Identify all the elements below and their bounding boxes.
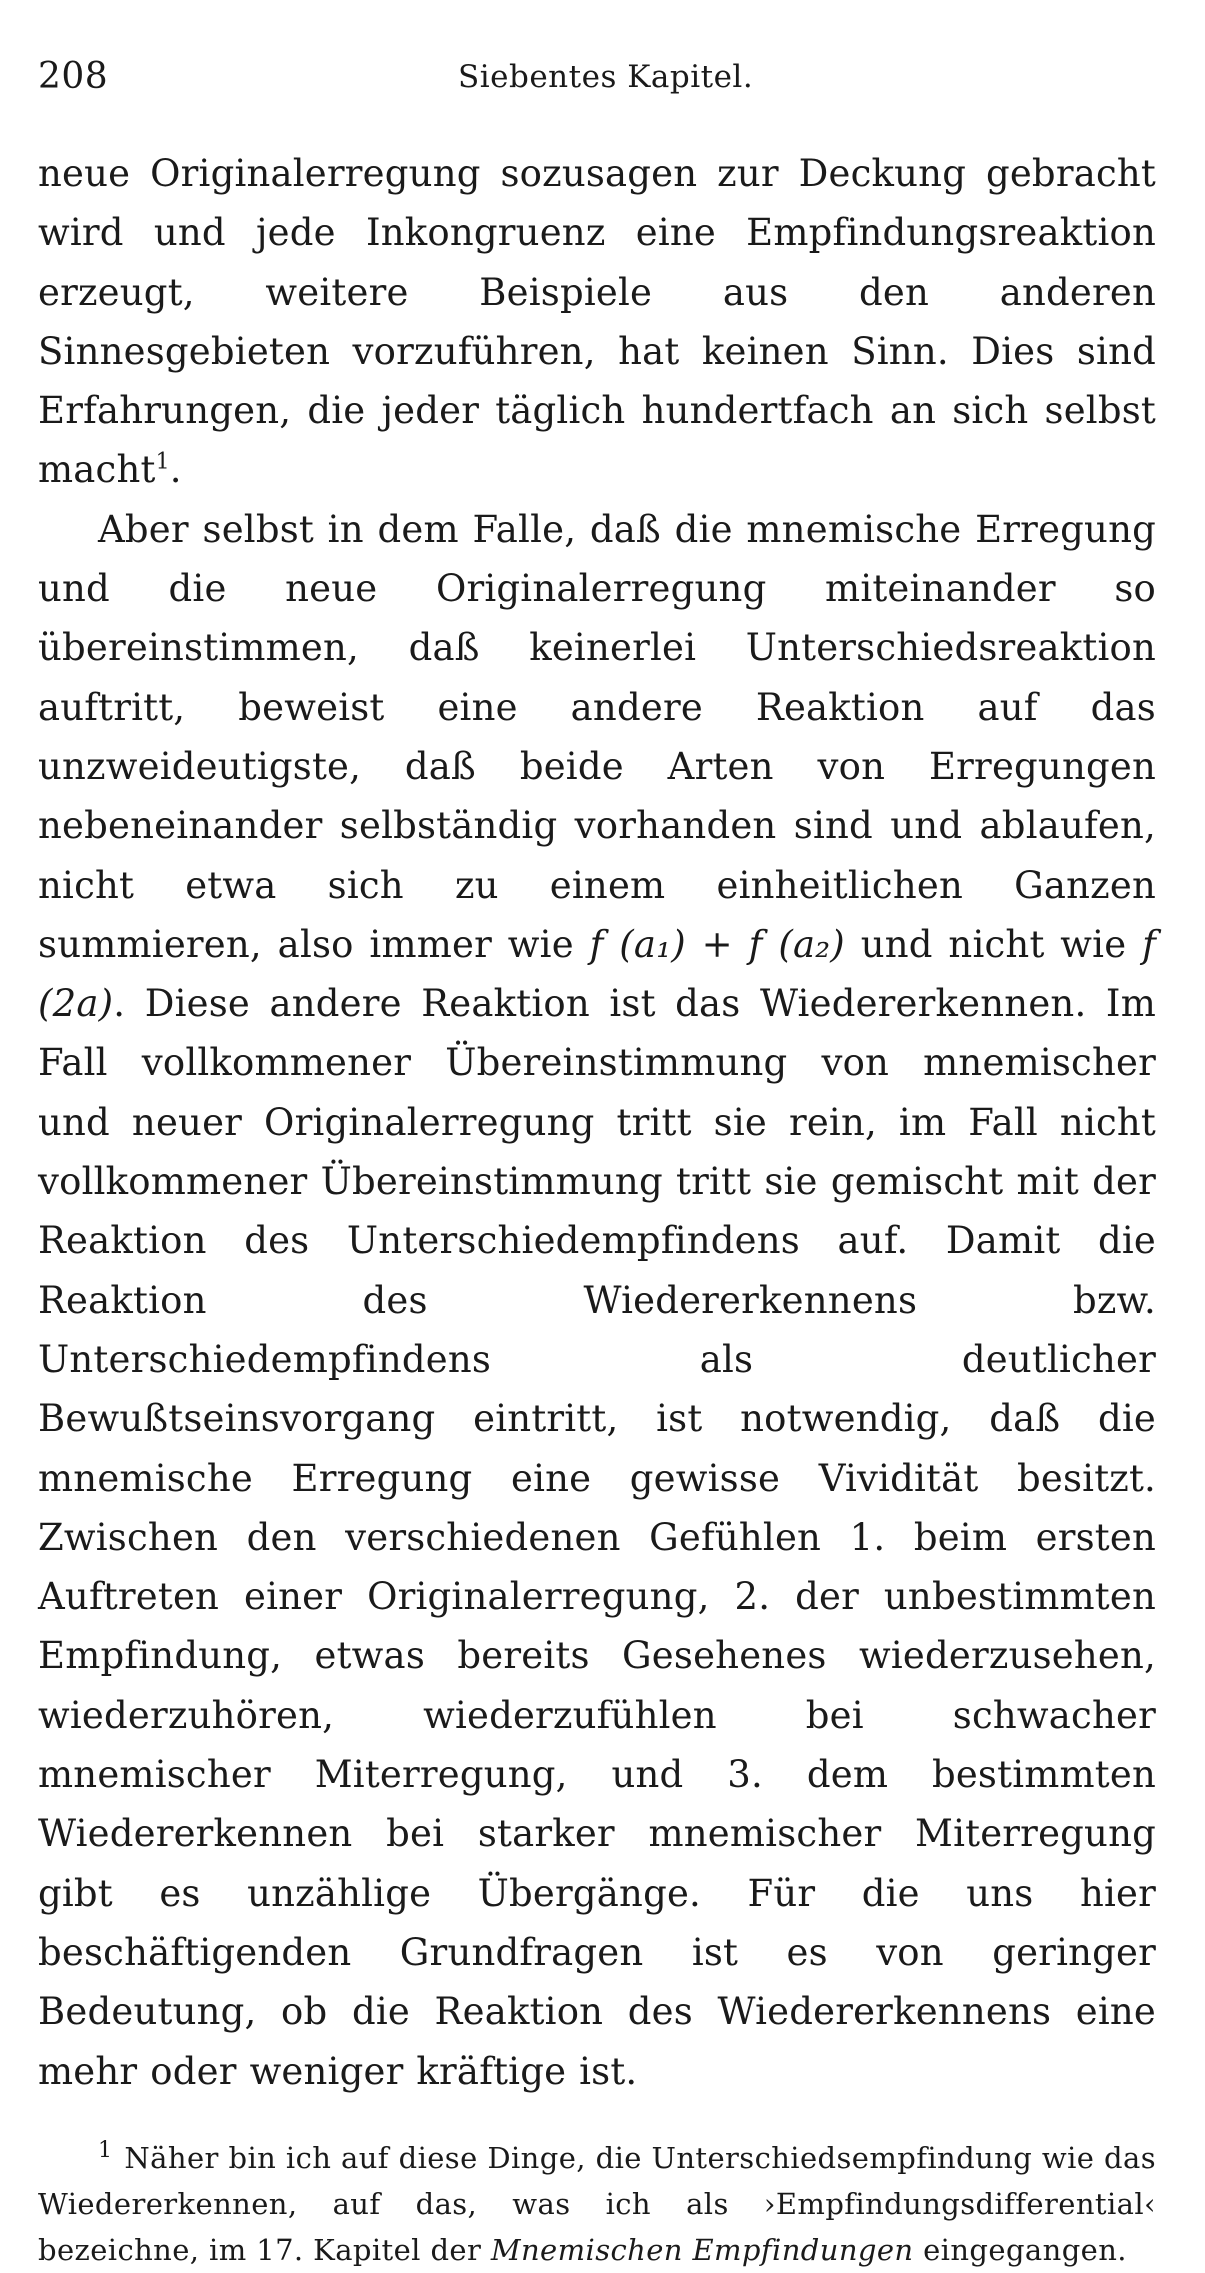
paragraph-2 <box>38 500 1156 2101</box>
math-expression-double: f (2a) <box>38 922 1157 1026</box>
footnote-1 <box>38 2135 1156 2273</box>
paragraph-2-part-2: und nicht wie <box>844 922 1143 966</box>
footnote-text-2: eingegangen. <box>913 2232 1127 2267</box>
math-expression-sum: f (a₁) + f (a₂) <box>589 922 845 966</box>
footnote-section <box>38 2135 1156 2273</box>
paragraph-1 <box>38 144 1156 500</box>
main-text <box>38 144 1156 2101</box>
book-page <box>38 56 1156 2273</box>
running-head: Siebentes Kapitel. <box>458 59 754 95</box>
page-number: 208 <box>38 56 109 97</box>
footnote-reference: 1 <box>155 450 170 476</box>
footnote-mark: 1 <box>98 2138 113 2164</box>
footnote-book-title: Mnemischen Empfindungen <box>490 2232 914 2267</box>
paragraph-1-end: . <box>169 448 182 492</box>
paragraph-2-part-3: . Diese andere Reaktion ist das Wiedererkennen. Im Fall vollkommener Übereinstimmung von mnemischer und neuer Originalerregung tritt sie rein, im Fall nicht vollkommener Übereinstimmung tritt sie gemischt mit der Reaktion des Unterschiedempfindens auf. Damit die Reaktion des Wiedererkennens bzw. Unterschiedempfindens als deutlicher Bewußtseinsvorgang eintritt, ist notwendig, daß die mnemische Erregung eine gewisse Vividität besitzt. Zwischen den verschiedenen Gefühlen 1. beim ersten Auftreten einer Originalerregung, 2. der unbestimmten Empfindung, etwas bereits Gesehenes wiederzusehen, wiederzuhören, wiederzufühlen bei schwacher mnemischer Miterregung, und 3. dem bestimmten Wiedererkennen bei starker mnemischer Miterregung gibt es unzählige Übergänge. Für die uns hier beschäftigenden Grundfragen ist es von geringer Bedeutung, ob die Reaktion des Wiedererkennens eine mehr oder weniger kräftige ist. <box>38 982 1156 2093</box>
footnote-text-1: Näher bin ich auf diese Dinge, die Unterschiedsempfindung wie das Wiedererkennen, auf das, was ich als ›Empfindungsdifferential‹ bezeichne, im 17. Kapitel der <box>38 2140 1156 2267</box>
page-header <box>38 56 1156 104</box>
paragraph-1-text: neue Originalerregung sozusagen zur Deckung gebracht wird und jede Inkongruenz eine Empfindungsreaktion erzeugt, weitere Beispiele aus den anderen Sinnesgebieten vorzuführen, hat keinen Sinn. Dies sind Erfahrungen, die jeder täglich hundertfach an sich selbst macht <box>38 152 1156 492</box>
paragraph-2-part-1: Aber selbst in dem Falle, daß die mnemische Erregung und die neue Originalerregung miteinander so übereinstimmen, daß keinerlei Unterschiedsreaktion auftritt, beweist eine andere Reaktion auf das unzweideutigste, daß beide Arten von Erregungen nebeneinander selbständig vorhanden sind und ablaufen, nicht etwa sich zu einem einheitlichen Ganzen summieren, also immer wie <box>38 507 1156 966</box>
